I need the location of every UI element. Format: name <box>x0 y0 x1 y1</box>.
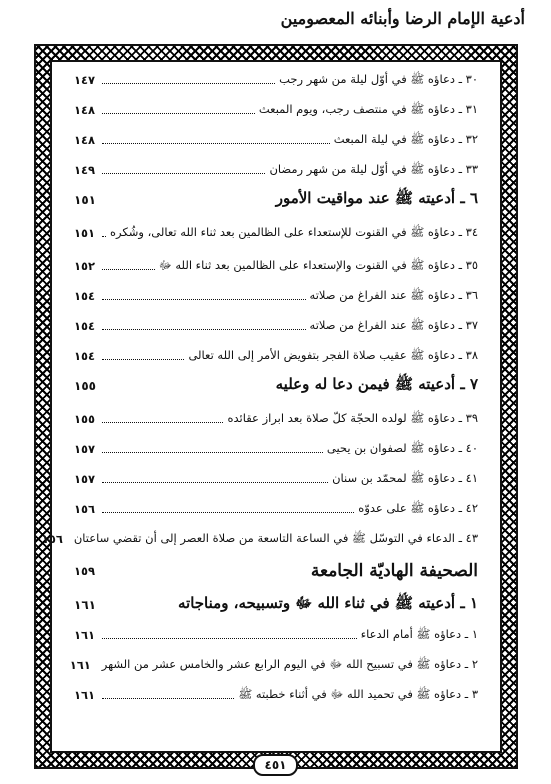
toc-entry <box>74 256 478 276</box>
toc-entry-title: ١ ـ دعاؤه ﷺ أمام الدعاء <box>360 626 478 641</box>
toc-page-number: ١٦١ <box>74 688 96 702</box>
dot-leader <box>102 142 330 144</box>
toc-page-number: ١٥٥ <box>74 412 96 426</box>
decorative-border <box>34 44 518 769</box>
page-number: ٤٥١ <box>253 754 299 776</box>
toc-entry <box>41 529 478 549</box>
dot-leader <box>102 235 106 237</box>
dot-leader <box>102 511 354 513</box>
toc-entry-title: ٧ ـ أدعيته ﷺ فيمن دعا له وعليه <box>275 375 478 393</box>
toc-entry-title: ٤٣ ـ الدعاء في التوسّل ﷺ في الساعة التاسعة من صلاة العصر إلى أن تقضي ساعتان <box>73 530 478 545</box>
toc-entry-title: ٣٠ ـ دعاؤه ﷺ في أوّل ليلة من شهر رجب <box>279 71 478 86</box>
toc-page-number: ١٥٤ <box>74 349 96 363</box>
dot-leader <box>102 608 174 609</box>
toc-entry-title: الصحيفة الهاديّة الجامعة <box>310 561 478 581</box>
toc-entry-title: ٤٢ ـ دعاؤه ﷺ على عدوّه <box>358 500 478 515</box>
toc-entry-title: ٣ ـ دعاؤه ﷺ في تحميد الله ﷻ في أثناء خطبته ﷺ <box>238 686 478 701</box>
toc-entry <box>74 439 478 459</box>
dot-leader <box>102 451 323 453</box>
toc-page-number: ١٦١ <box>69 658 91 672</box>
dot-leader <box>102 389 272 390</box>
toc-page-number: ١٥٤ <box>74 319 96 333</box>
toc-page-number: ١٥٧ <box>74 472 96 486</box>
toc-page-number: ١٥٦ <box>41 532 63 546</box>
toc-page-number: ١٥٦ <box>74 502 96 516</box>
toc-entry <box>74 223 478 243</box>
toc-page-number: ١٥١ <box>74 226 96 240</box>
toc-entry <box>74 685 478 705</box>
toc-page-number: ١٤٩ <box>74 163 96 177</box>
toc-entry <box>69 655 478 675</box>
dot-leader <box>102 421 223 423</box>
toc-entry <box>74 625 478 645</box>
toc-entry-title: ٢ ـ دعاؤه ﷺ في تسبيح الله ﷻ في اليوم الرابع عشر والخامس عشر من الشهر <box>101 656 478 671</box>
toc-entry-title: ١ ـ أدعيته ﷺ في ثناء الله ﷻ وتسبيحه، ومناجاته <box>178 594 478 612</box>
toc-entry-title: ٣٧ ـ دعاؤه ﷺ عند الفراغ من صلاته <box>309 317 478 332</box>
toc-entry-title: ٤١ ـ دعاؤه ﷺ لمحمّد بن سنان <box>332 470 478 485</box>
toc-section-heading <box>74 561 478 581</box>
toc-entry-title: ٤٠ ـ دعاؤه ﷺ لصفوان بن يحيى <box>326 440 478 455</box>
toc-entry-title: ٣٤ ـ دعاؤه ﷺ في القنوت للإستعداء على الظالمين بعد ثناء الله تعالى، وشُكره <box>110 224 478 239</box>
dot-leader <box>102 328 306 330</box>
toc-entry <box>74 286 478 306</box>
toc-page-number: ١٦١ <box>74 598 96 612</box>
toc-page-number: ١٤٨ <box>74 133 96 147</box>
dot-leader <box>102 574 307 575</box>
toc-page-number: ١٥٢ <box>74 259 96 273</box>
toc-entry-title: ٣١ ـ دعاؤه ﷺ في منتصف رجب، ويوم المبعث <box>258 101 478 116</box>
dot-leader <box>102 481 328 483</box>
toc-section-heading <box>74 595 478 615</box>
toc-page-number: ١٥٩ <box>74 564 96 578</box>
content-area <box>41 60 502 753</box>
toc-section-heading <box>74 376 478 396</box>
toc-entry-title: ٣٣ ـ دعاؤه ﷺ في أوّل ليلة من شهر رمضان <box>269 161 478 176</box>
toc-entry <box>74 70 478 90</box>
toc-entry-title: ٣٦ ـ دعاؤه ﷺ عند الفراغ من صلاته <box>309 287 478 302</box>
toc-entry-title: ٣٢ ـ دعاؤه ﷺ في ليلة المبعث <box>333 131 478 146</box>
toc-entry <box>74 346 478 366</box>
running-header-title: أدعية الإمام الرضا وأبنائه المعصومين <box>280 9 525 28</box>
toc-page-number: ١٥٥ <box>74 379 96 393</box>
toc-page-number: ١٤٨ <box>74 103 96 117</box>
toc-entry <box>74 469 478 489</box>
toc-page-number: ١٤٧ <box>74 73 96 87</box>
toc-section-heading <box>74 190 478 210</box>
toc-page-number: ١٥١ <box>74 193 96 207</box>
dot-leader <box>102 298 306 300</box>
dot-leader <box>102 268 155 270</box>
toc-entry <box>74 409 478 429</box>
toc-entry-title: ٣٥ ـ دعاؤه ﷺ في القنوت والإستعداء على الظالمين بعد ثناء الله ﷻ <box>158 257 478 272</box>
dot-leader <box>102 172 265 174</box>
toc-entry <box>74 130 478 150</box>
dot-leader <box>102 112 255 114</box>
toc-entry <box>74 499 478 519</box>
dot-leader <box>102 203 272 204</box>
dot-leader <box>102 697 234 699</box>
toc-entry <box>74 100 478 120</box>
dot-leader <box>102 82 275 84</box>
toc-entry-title: ٦ ـ أدعيته ﷺ عند مواقيت الأمور <box>275 189 478 207</box>
toc-page-number: ١٥٧ <box>74 442 96 456</box>
toc-entry-title: ٣٩ ـ دعاؤه ﷺ لولده الحجّة كلّ صلاة بعد ابراز عقائده <box>227 410 478 425</box>
toc-entry <box>74 316 478 336</box>
toc-page-number: ١٦١ <box>74 628 96 642</box>
table-of-contents <box>41 62 478 751</box>
dot-leader <box>102 358 184 360</box>
dot-leader <box>102 637 357 639</box>
toc-entry <box>74 160 478 180</box>
toc-page-number: ١٥٤ <box>74 289 96 303</box>
toc-entry-title: ٣٨ ـ دعاؤه ﷺ عقيب صلاة الفجر بتفويض الأمر إلى الله تعالى <box>188 347 478 362</box>
